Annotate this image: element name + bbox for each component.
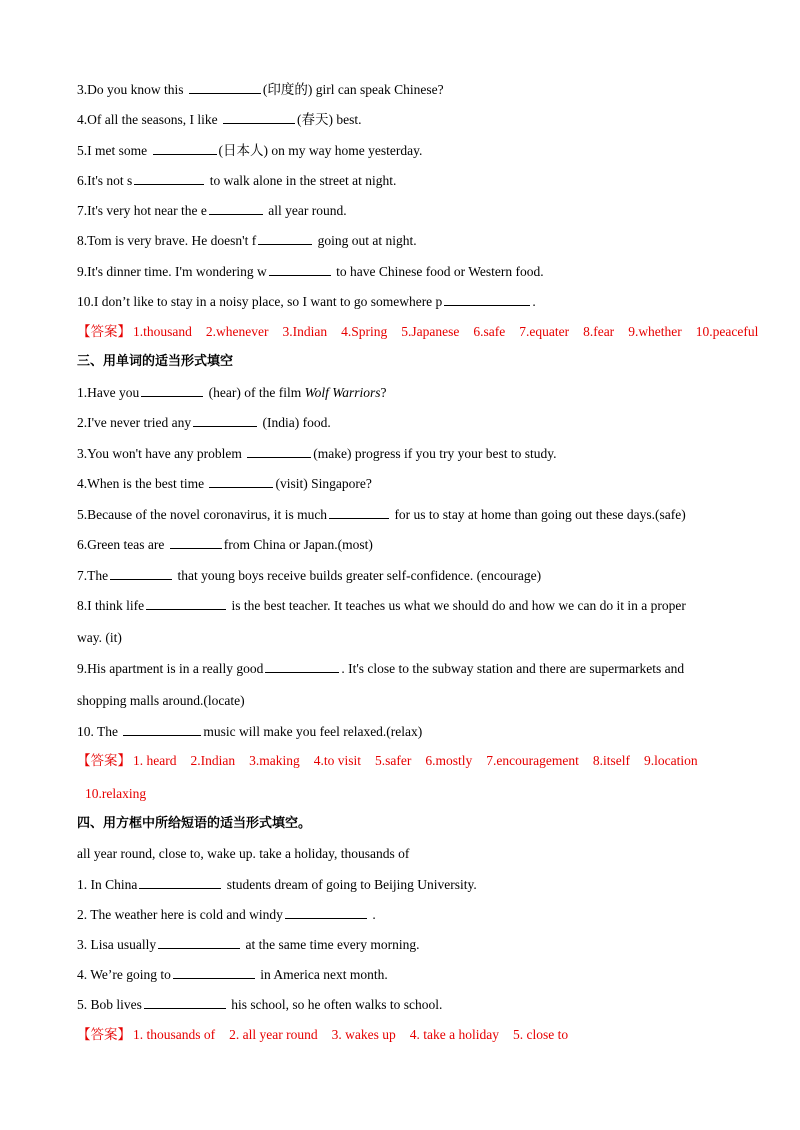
exercise-4-item-1 [77,875,730,894]
item-text: 3.You won't have any problem [77,446,246,461]
exercise-3-item-8 [77,596,800,615]
answer: 7.equater [519,324,570,339]
answer-blank[interactable] [189,80,261,94]
exercise-2-item-7 [77,201,730,220]
exercise-4-item-2 [77,905,730,924]
item-text: to have Chinese food or Western food. [332,264,544,279]
answer-blank[interactable] [134,171,204,185]
answer-blank[interactable] [146,596,226,610]
item-text: (日本人) on my way home yesterday. [218,143,423,158]
item-text: 9.His apartment is in a really good [77,661,264,676]
item-text: students dream of going to Beijing University. [223,877,477,892]
answer: 1. heard [133,753,177,768]
film-title: Wolf Warriors [304,385,381,400]
item-text: 4.When is the best time [77,476,208,491]
answer: 1.thousand [133,324,192,339]
answer-blank[interactable] [139,875,221,889]
item-text: 2.I've never tried any [77,415,192,430]
item-text: is the best teacher. It teaches us what we should do and how we can do it in a proper [228,598,686,613]
item-text: 9.It's dinner time. I'm wondering w [77,264,267,279]
item-text: music will make you feel relaxed.(relax) [203,724,423,739]
answer: 1. thousands of [133,1027,216,1042]
item-text: that young boys receive builds greater self-confidence. (encourage) [174,568,542,583]
answer-label: 【答案】 [77,753,131,768]
item-text: to walk alone in the street at night. [206,173,397,188]
exercise-2-item-6 [77,171,730,190]
exercise-4-item-3 [77,935,730,954]
exercise-4-item-5 [77,995,730,1014]
exercise-3-item-8-cont: way. (it) [77,630,122,645]
answer-blank[interactable] [158,935,240,949]
item-text: his school, so he often walks to school. [227,997,443,1012]
answer: 5.safer [375,753,412,768]
answer: 10.peaceful [695,324,759,339]
answer: 6.safe [473,324,506,339]
answer: 4.Spring [341,324,388,339]
item-text: 8.Tom is very brave. He doesn't f [77,233,257,248]
item-text: 5.Because of the novel coronavirus, it is much [77,507,328,522]
answer: 5. close to [512,1027,569,1042]
item-text: (visit) Singapore? [275,476,372,491]
answer: 2. all year round [229,1027,318,1042]
section-4-heading: 四、用方框中所给短语的适当形式填空。 [77,816,312,831]
item-text: from China or Japan.(most) [223,537,373,552]
exercise-2-item-8 [77,231,730,250]
answer-blank[interactable] [193,413,257,427]
exercise-2-item-4 [77,110,730,129]
exercise-3-item-9 [77,659,800,678]
exercise-2-item-5 [77,141,730,160]
exercise-4-item-4 [77,965,730,984]
answer: 6.mostly [425,753,473,768]
answer: 9.whether [628,324,682,339]
item-text: 6.It's not s [77,173,133,188]
item-text: ? [380,385,387,400]
item-text: all year round. [264,203,347,218]
item-text: 10. The [77,724,122,739]
answer: 9.location [643,753,698,768]
item-text: 3. Lisa usually [77,937,157,952]
item-text: 5.I met some [77,143,151,158]
answer-blank[interactable] [269,262,331,276]
answer: 5.Japanese [401,324,460,339]
item-text: 7.It's very hot near the e [77,203,207,218]
answer: 3.Indian [282,324,328,339]
exercise-3-item-10 [77,722,730,741]
item-text: (春天) best. [296,112,362,127]
item-text: 10.I don’t like to stay in a noisy place, so I want to go somewhere p [77,294,443,309]
exercise-2-item-10 [77,292,730,311]
item-text: 2. The weather here is cold and windy [77,907,283,922]
section-3-heading: 三、用单词的适当形式填空 [77,354,234,369]
exercise-3-item-9-cont: shopping malls around.(locate) [77,693,245,708]
item-text: . [368,907,376,922]
item-text: 4.Of all the seasons, I like [77,112,221,127]
answer-key-section-4 [77,1026,730,1044]
item-text: . [532,294,536,309]
answer-blank[interactable] [285,905,367,919]
answer-blank[interactable] [444,292,530,306]
item-text: 7.The [77,568,109,583]
item-text: in America next month. [256,967,388,982]
answer-blank[interactable] [209,474,273,488]
phrase-box: all year round, close to, wake up. take a holiday, thousands of [77,846,410,861]
item-text: going out at night. [314,233,417,248]
exercise-3-item-7 [77,566,730,585]
item-text: (印度的) girl can speak Chinese? [262,82,444,97]
answer-blank[interactable] [123,722,201,736]
item-text: (hear) of the film [205,385,305,400]
answer-blank[interactable] [247,444,311,458]
item-text: 8.I think life [77,598,145,613]
answer-blank[interactable] [329,505,389,519]
answer: 4. take a holiday [409,1027,499,1042]
answer-key-section-2 [77,323,800,341]
answer-blank[interactable] [110,566,172,580]
exercise-3-item-3 [77,444,730,463]
answer: 2.Indian [190,753,236,768]
item-text: for us to stay at home than going out these days.(safe) [391,507,686,522]
item-text: (India) food. [259,415,331,430]
exercise-3-item-6 [77,535,730,554]
item-text: 5. Bob lives [77,997,142,1012]
answer-blank[interactable] [153,141,217,155]
exercise-3-item-4 [77,474,730,493]
answer: 8.fear [583,324,615,339]
exercise-3-item-1 [77,383,730,402]
item-text: 1. In China [77,877,138,892]
answer: 8.itself [592,753,630,768]
answer-blank[interactable] [144,995,226,1009]
answer-blank[interactable] [223,110,295,124]
answer: 2.whenever [205,324,269,339]
item-text: at the same time every morning. [242,937,420,952]
item-text: 6.Green teas are [77,537,168,552]
answer-label: 【答案】 [77,1027,131,1042]
item-text: 4. We’re going to [77,967,171,982]
item-text: 1.Have you [77,385,140,400]
exercise-3-item-2 [77,413,730,432]
exercise-3-item-5 [77,505,730,524]
answer: 3.making [249,753,300,768]
answer-blank[interactable] [173,965,255,979]
item-text: . It's close to the subway station and there are supermarkets and [341,661,685,676]
exercise-2-item-9 [77,262,730,281]
answer-blank[interactable] [258,231,312,245]
answer-key-section-3 [77,752,800,770]
answer: 7.encouragement [486,753,579,768]
answer-blank[interactable] [170,535,222,549]
answer-blank[interactable] [265,659,339,673]
answer-key-section-3-cont: 10.relaxing [85,786,147,801]
answer: 4.to visit [313,753,361,768]
answer-label: 【答案】 [77,324,131,339]
exercise-2-item-3 [77,80,730,99]
item-text: 3.Do you know this [77,82,187,97]
answer-blank[interactable] [141,383,203,397]
answer: 3. wakes up [331,1027,396,1042]
answer-blank[interactable] [209,201,263,215]
item-text: (make) progress if you try your best to study. [313,446,557,461]
